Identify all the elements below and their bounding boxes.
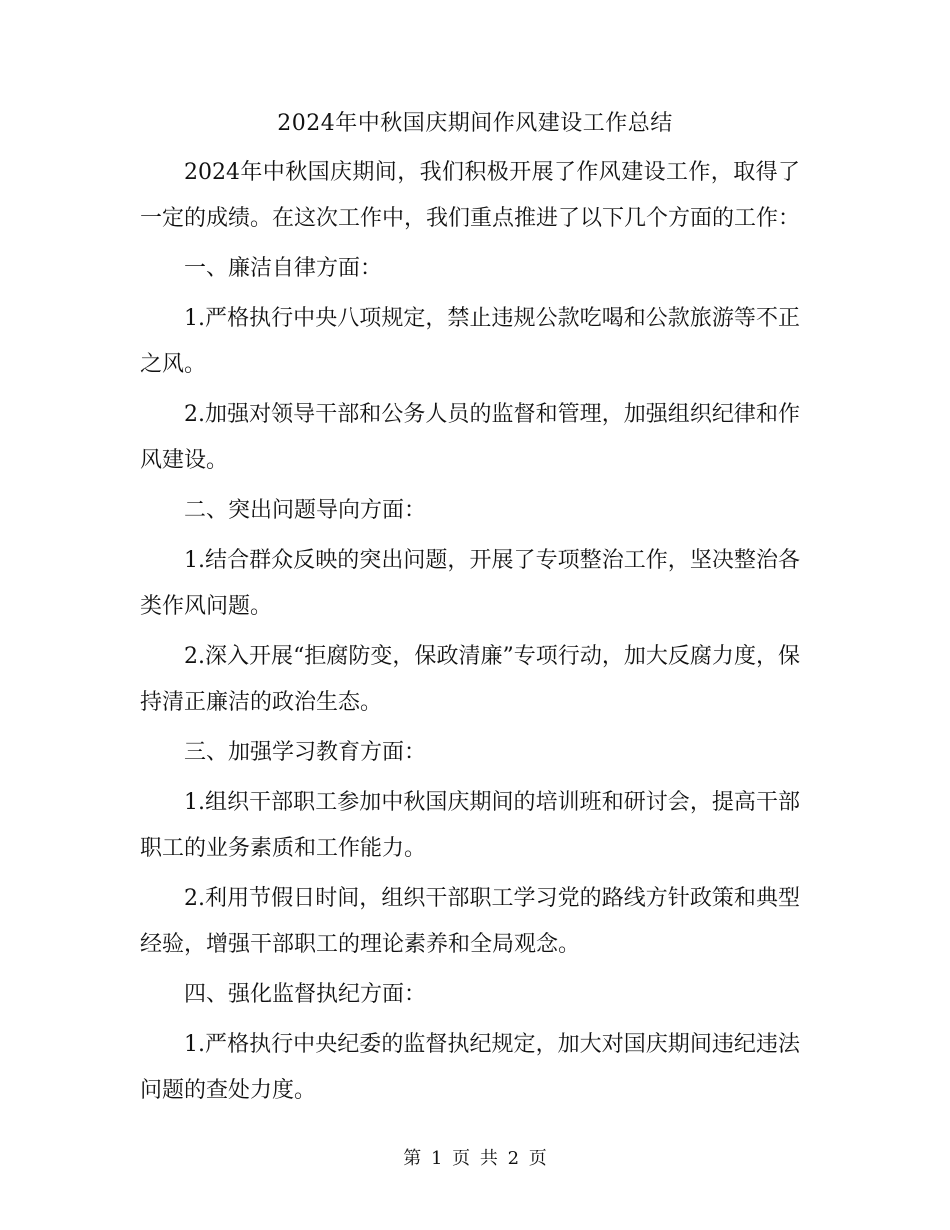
paragraph-2-2: 2.深入开展“拒腐防变，保政清廉”专项行动，加大反腐力度，保持清正廉洁的政治生态。 — [140, 644, 800, 715]
paragraph-3-1: 1.组织干部职工参加中秋国庆期间的培训班和研讨会，提高干部职工的业务素质和工作能力。 — [140, 790, 800, 861]
paragraph-2-1: 1.结合群众反映的突出问题，开展了专项整治工作，坚决整治各类作风问题。 — [140, 548, 800, 619]
paragraph-intro: 2024年中秋国庆期间，我们积极开展了作风建设工作，取得了一定的成绩。在这次工作中，我们重点推进了以下几个方面的工作： — [140, 160, 801, 231]
section-heading-1: 一、廉洁自律方面： — [184, 256, 383, 281]
paragraph-1-1: 1.严格执行中央八项规定，禁止违规公款吃喝和公款旅游等不正之风。 — [140, 306, 800, 377]
section-heading-3: 三、加强学习教育方面： — [184, 740, 427, 765]
section-heading-2: 二、突出问题导向方面： — [184, 498, 427, 523]
document-title: 2024年中秋国庆期间作风建设工作总结 — [277, 111, 673, 136]
page-footer: 第 1 页 共 2 页 — [403, 1148, 547, 1169]
document-body — [140, 150, 800, 1118]
paragraph-1-2: 2.加强对领导干部和公务人员的监督和管理，加强组织纪律和作风建设。 — [140, 402, 800, 473]
paragraph-4-1: 1.严格执行中央纪委的监督执纪规定，加大对国庆期间违纪违法问题的查处力度。 — [140, 1032, 800, 1103]
paragraph-3-2: 2.利用节假日时间，组织干部职工学习党的路线方针政策和典型经验，增强干部职工的理论素养和全局观念。 — [140, 886, 800, 957]
section-heading-4: 四、强化监督执纪方面： — [184, 982, 427, 1007]
